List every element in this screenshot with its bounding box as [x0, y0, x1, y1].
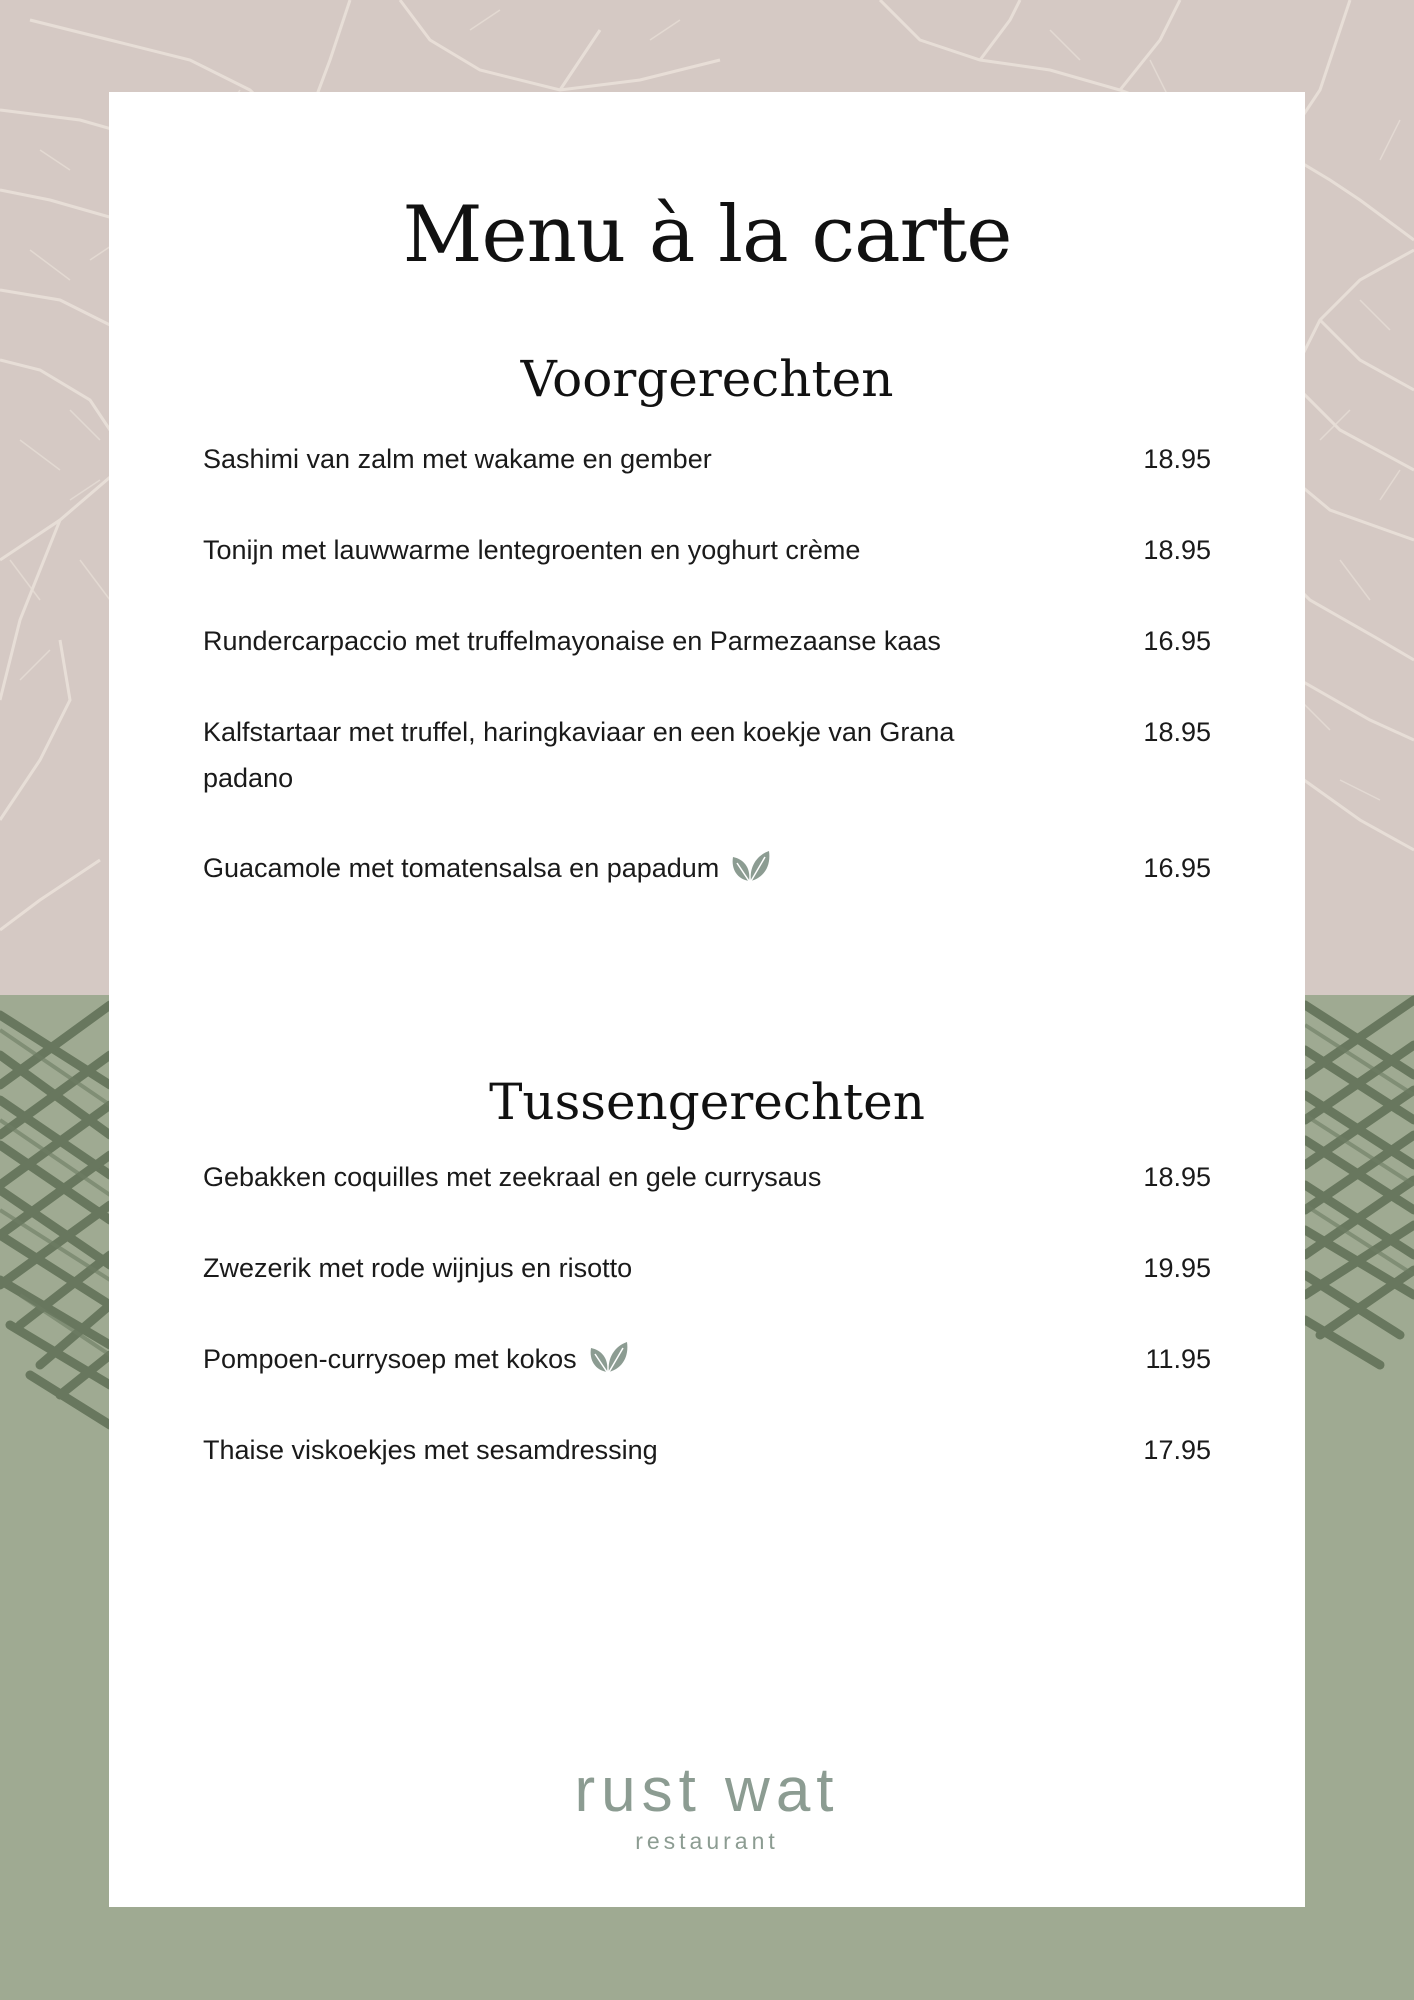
restaurant-logo-name: rust wat	[574, 1756, 840, 1825]
menu-item-name: Zwezerik met rode wijnjus en risotto	[203, 1253, 633, 1283]
menu-item-name: Gebakken coquilles met zeekraal en gele currysaus	[203, 1162, 822, 1192]
menu-title: Menu à la carte	[402, 190, 1012, 280]
menu-item-name: Rundercarpaccio met truffelmayonaise en Parmezaanse kaas	[203, 626, 941, 656]
section-title-voorgerechten: Voorgerechten	[520, 350, 894, 408]
menu-item-price: 17.95	[1143, 1435, 1211, 1465]
menu-item-price: 16.95	[1143, 853, 1211, 883]
leaf-icon	[729, 849, 771, 883]
menu-item-price: 11.95	[1145, 1344, 1211, 1374]
menu-item-name: Kalfstartaar met truffel, haringkaviaar en een koekje van Grana padano	[203, 717, 955, 793]
menu-item-price: 18.95	[1143, 717, 1211, 747]
menu-item-price: 18.95	[1143, 1162, 1211, 1192]
menu-item-price: 18.95	[1143, 444, 1211, 474]
menu-item-name: Thaise viskoekjes met sesamdressing	[203, 1435, 658, 1465]
menu-item-name: Guacamole met tomatensalsa en papadum	[203, 853, 720, 883]
leaf-icon	[587, 1340, 629, 1374]
restaurant-logo-subtitle: restaurant	[635, 1828, 779, 1854]
menu-item-price: 16.95	[1143, 626, 1211, 656]
menu-item-name: Sashimi van zalm met wakame en gember	[203, 444, 712, 474]
menu-item-name-wrap	[203, 1336, 1003, 1382]
menu-item-price: 19.95	[1143, 1253, 1211, 1283]
menu-item-price: 18.95	[1143, 535, 1211, 565]
menu-item-name: Tonijn met lauwwarme lentegroenten en yoghurt crème	[203, 535, 861, 565]
section-title-tussengerechten: Tussengerechten	[489, 1073, 925, 1131]
menu-item-name-wrap	[203, 845, 1003, 891]
menu-item-name: Pompoen-currysoep met kokos	[203, 1344, 577, 1374]
